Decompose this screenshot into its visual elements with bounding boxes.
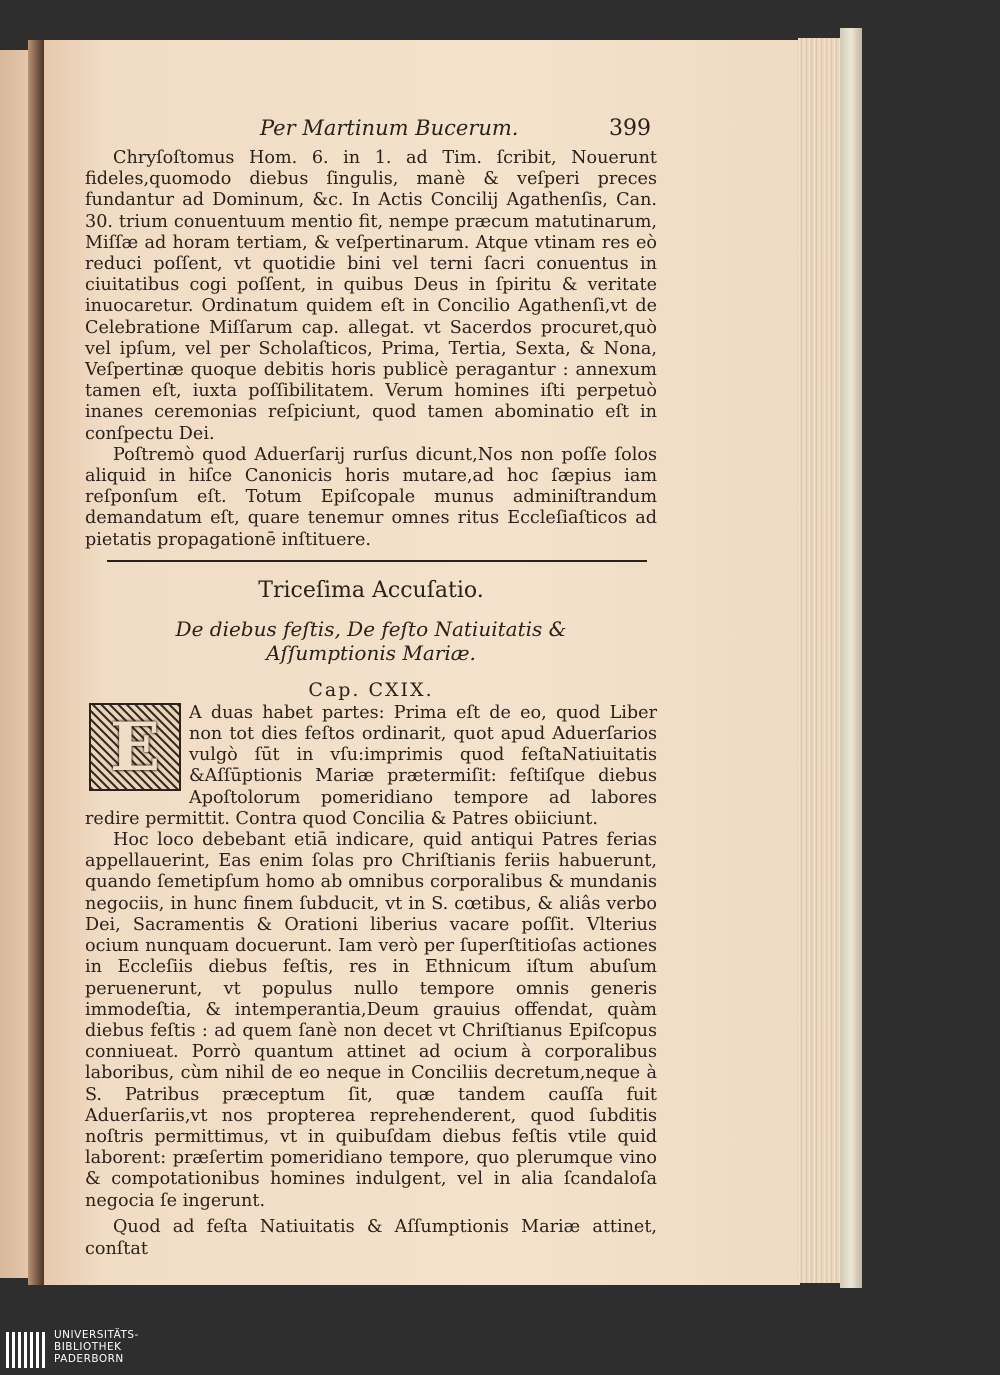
decorated-initial-icon bbox=[89, 703, 181, 791]
chapter-body bbox=[85, 703, 657, 1260]
page-header bbox=[85, 116, 657, 148]
page-edges bbox=[798, 38, 843, 1283]
library-name-line: BIBLIOTHEK bbox=[54, 1341, 122, 1353]
section-title: Triceſima Accuſatio. bbox=[258, 577, 484, 603]
paragraph: Chryſoſtomus Hom. 6. in 1. ad Tim. ſcribit, Nouerunt fideles,quomodo diebus ſingulis, manè & veſperi preces fundantur ad Dominum, &c. In Actis Concilij Agathenſis, Can. 30. trium conuentuum mentio fit, nempe præcum matutinarum, Miſſæ ad horam tertiam, & veſpertinarum. Atque vtinam res eò reduci poſſent, vt quotidie bini vel terni ſacri conuentus in ciuitatibus cogi poſſent, in quibus Deus in ſpiritu & veritate inuocaretur. Ordinatum quidem eſt in Concilio Agathenſi,vt de Celebratione Miſſarum cap. allegat. vt Sacerdos procuret,quò vel ipſum, vel per Scholaſticos, Prima, Tertia, Sexta, & Nona, Veſpertinæ quoque debitis horis publicè peragantur : annexum tamen eſt, iuxta poſſibilitatem. Verum homines iſti perpetuò inanes ceremonias reſpiciunt, quod tamen abominatio eſt in conſpectu Dei. bbox=[85, 148, 657, 444]
paragraph: Hoc loco debebant etiā indicare, quid antiqui Patres ferias appellauerint, Eas enim ſolas pro Chriſtianis feriis habuerunt, quando ſemetipſum homo ab omnibus corporalibus & mundanis negociis, in hunc finem ſubducit, vt in S. cœtibus, & aliâs verbo Dei, Sacramentis & Orationi liberius vacare poſſit. Vlterius ocium nunquam docuerunt. Iam verò per ſuperſtitioſas actiones in Eccleſiis diebus feſtis, res in Ethnicum iſtum abuſum peruenerunt, vt populus nullo tempore omnis generis immodeſtia, & intemperantia,Deum grauius offendat, quàm diebus feſtis : ad quem ſanè non decet vt Chriſtianus Epiſcopus conniueat. Porrò quantum attinet ad ocium à corporalibus laboribus, cùm nihil de eo neque in Conciliis decretum,neque à S. Patribus præceptum ſit, quæ tandem cauſſa fuit Aduerſariis,vt nos propterea reprehenderent, quod ſubditis noſtris permittimus, vt in quibuſdam diebus feſtis vtile quid laborent: præſertim pomeridiano tempore, quo plerumque vino & compotationibus homines indulgent, vel in alia ſcandaloſa negocia ſe ingerunt. bbox=[85, 830, 657, 1211]
horizontal-rule bbox=[107, 560, 647, 562]
page-number: 399 bbox=[609, 116, 651, 141]
book-cover-board bbox=[840, 28, 862, 1288]
chapter-heading: Cap. CXIX. bbox=[308, 678, 434, 701]
library-name bbox=[54, 1329, 139, 1365]
initial-letter: E bbox=[109, 707, 161, 786]
page-text bbox=[85, 116, 657, 1260]
library-name-line: PADERBORN bbox=[54, 1353, 124, 1365]
paragraph: Poſtremò quod Aduerſarij rurſus dicunt,Nos non poſſe ſolos aliquid in hiſce Canonicis horis mutare,ad hoc ſæpius iam reſponſum eſt. Totum Epiſcopale munus adminiſtrandum demandatum eſt, quare tenemur omnes ritus Eccleſiaſticos ad pietatis propagationē inſtituere. bbox=[85, 444, 657, 550]
running-head: Per Martinum Bucerum. bbox=[260, 116, 519, 140]
catchline: Quod ad feſta Natiuitatis & Aſſumptionis Mariæ attinet, conſtat bbox=[85, 1216, 657, 1259]
library-name-line: UNIVERSITÄTS- bbox=[54, 1329, 139, 1341]
section-subtitle: De diebus feſtis, De feſto Natiuitatis & Aſſumptionis Mariæ. bbox=[175, 616, 567, 665]
paragraph: A duas habet partes: Prima eſt de eo, quod Liber non tot dies feſtos ordinarit, quot apud Aduerſarios vulgò ſūt in vſu:imprimis quod feſtaNatiuitatis &Aſſūptionis Mariæ prætermiſit: feſtiſque diebus Apoſtolorum pomeridiano tempore ad labores redire permittit. Contra quod Concilia & Patres obiiciunt. bbox=[85, 702, 657, 829]
footer-bar bbox=[0, 1325, 1000, 1375]
library-logo-icon bbox=[6, 1332, 46, 1368]
